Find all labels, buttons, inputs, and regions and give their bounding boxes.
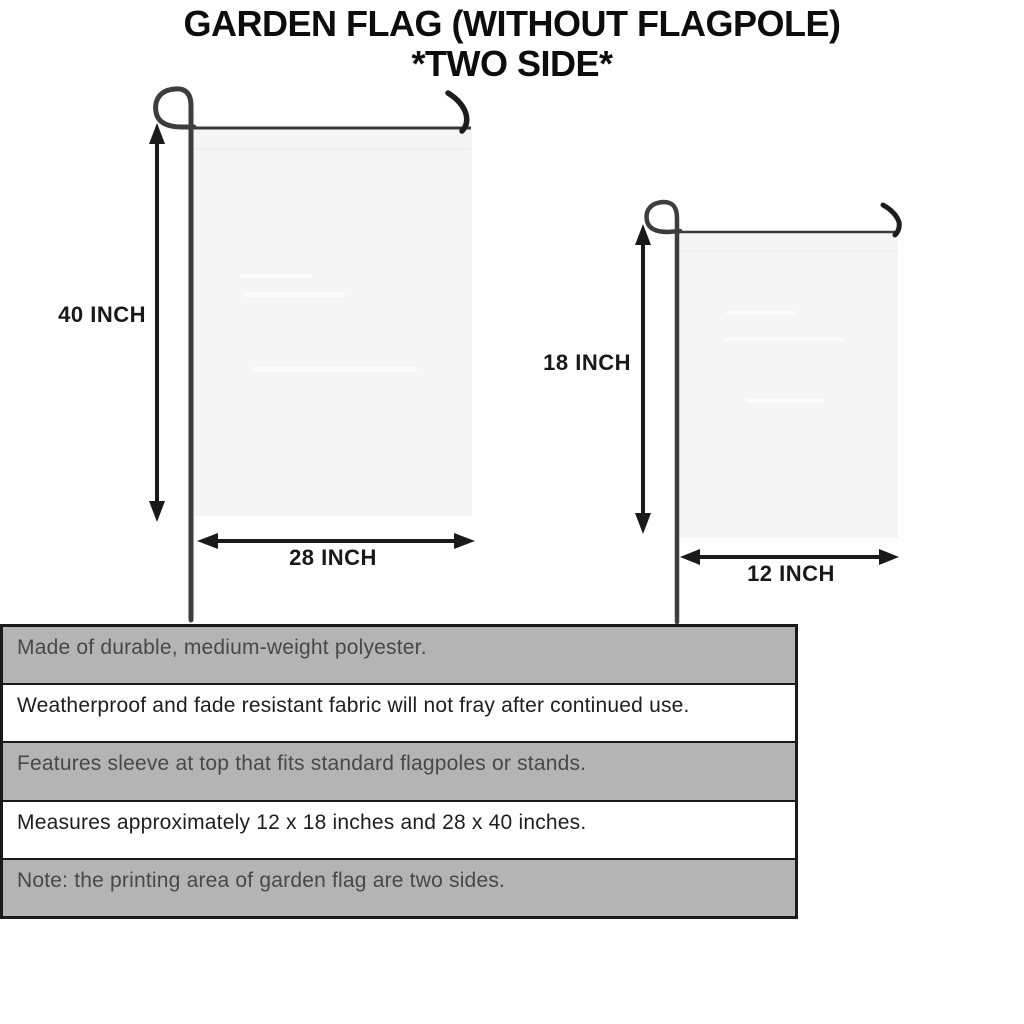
feature-row-material — [3, 627, 795, 683]
feature-text: Note: the printing area of garden flag are two sides. — [17, 868, 506, 892]
page-title-line1: GARDEN FLAG (WITHOUT FLAGPOLE) — [183, 3, 841, 44]
feature-text: Weatherproof and fade resistant fabric will not fray after continued use. — [17, 694, 690, 718]
large-flag-width-label: 28 INCH — [289, 545, 377, 570]
feature-row-weatherproof — [3, 683, 795, 741]
small-flag-diagram — [635, 202, 899, 622]
feature-row-sleeve — [3, 741, 795, 799]
large-flag-pole-and-loop — [156, 89, 194, 620]
large-flag-hook — [448, 93, 467, 131]
feature-text: Made of durable, medium-weight polyester. — [17, 636, 427, 659]
features-table — [0, 624, 798, 919]
large-flag-height-arrow — [149, 123, 165, 522]
small-flag-pole-and-loop — [647, 202, 680, 622]
large-flag-fabric — [193, 127, 472, 516]
small-flag-height-arrow — [635, 224, 651, 534]
feature-row-measurements — [3, 800, 795, 858]
page-title-line2: *TWO SIDE* — [411, 43, 613, 84]
feature-row-note — [3, 858, 795, 916]
small-flag-hook — [883, 205, 899, 235]
feature-text: Features sleeve at top that fits standard flagpoles or stands. — [17, 752, 587, 776]
small-flag-fabric — [679, 231, 898, 538]
feature-text: Measures approximately 12 x 18 inches and 28 x 40 inches. — [17, 810, 587, 834]
small-flag-height-label: 18 INCH — [543, 350, 631, 375]
small-flag-width-label: 12 INCH — [747, 561, 835, 586]
large-flag-diagram — [149, 89, 475, 620]
large-flag-height-label: 40 INCH — [58, 302, 146, 327]
